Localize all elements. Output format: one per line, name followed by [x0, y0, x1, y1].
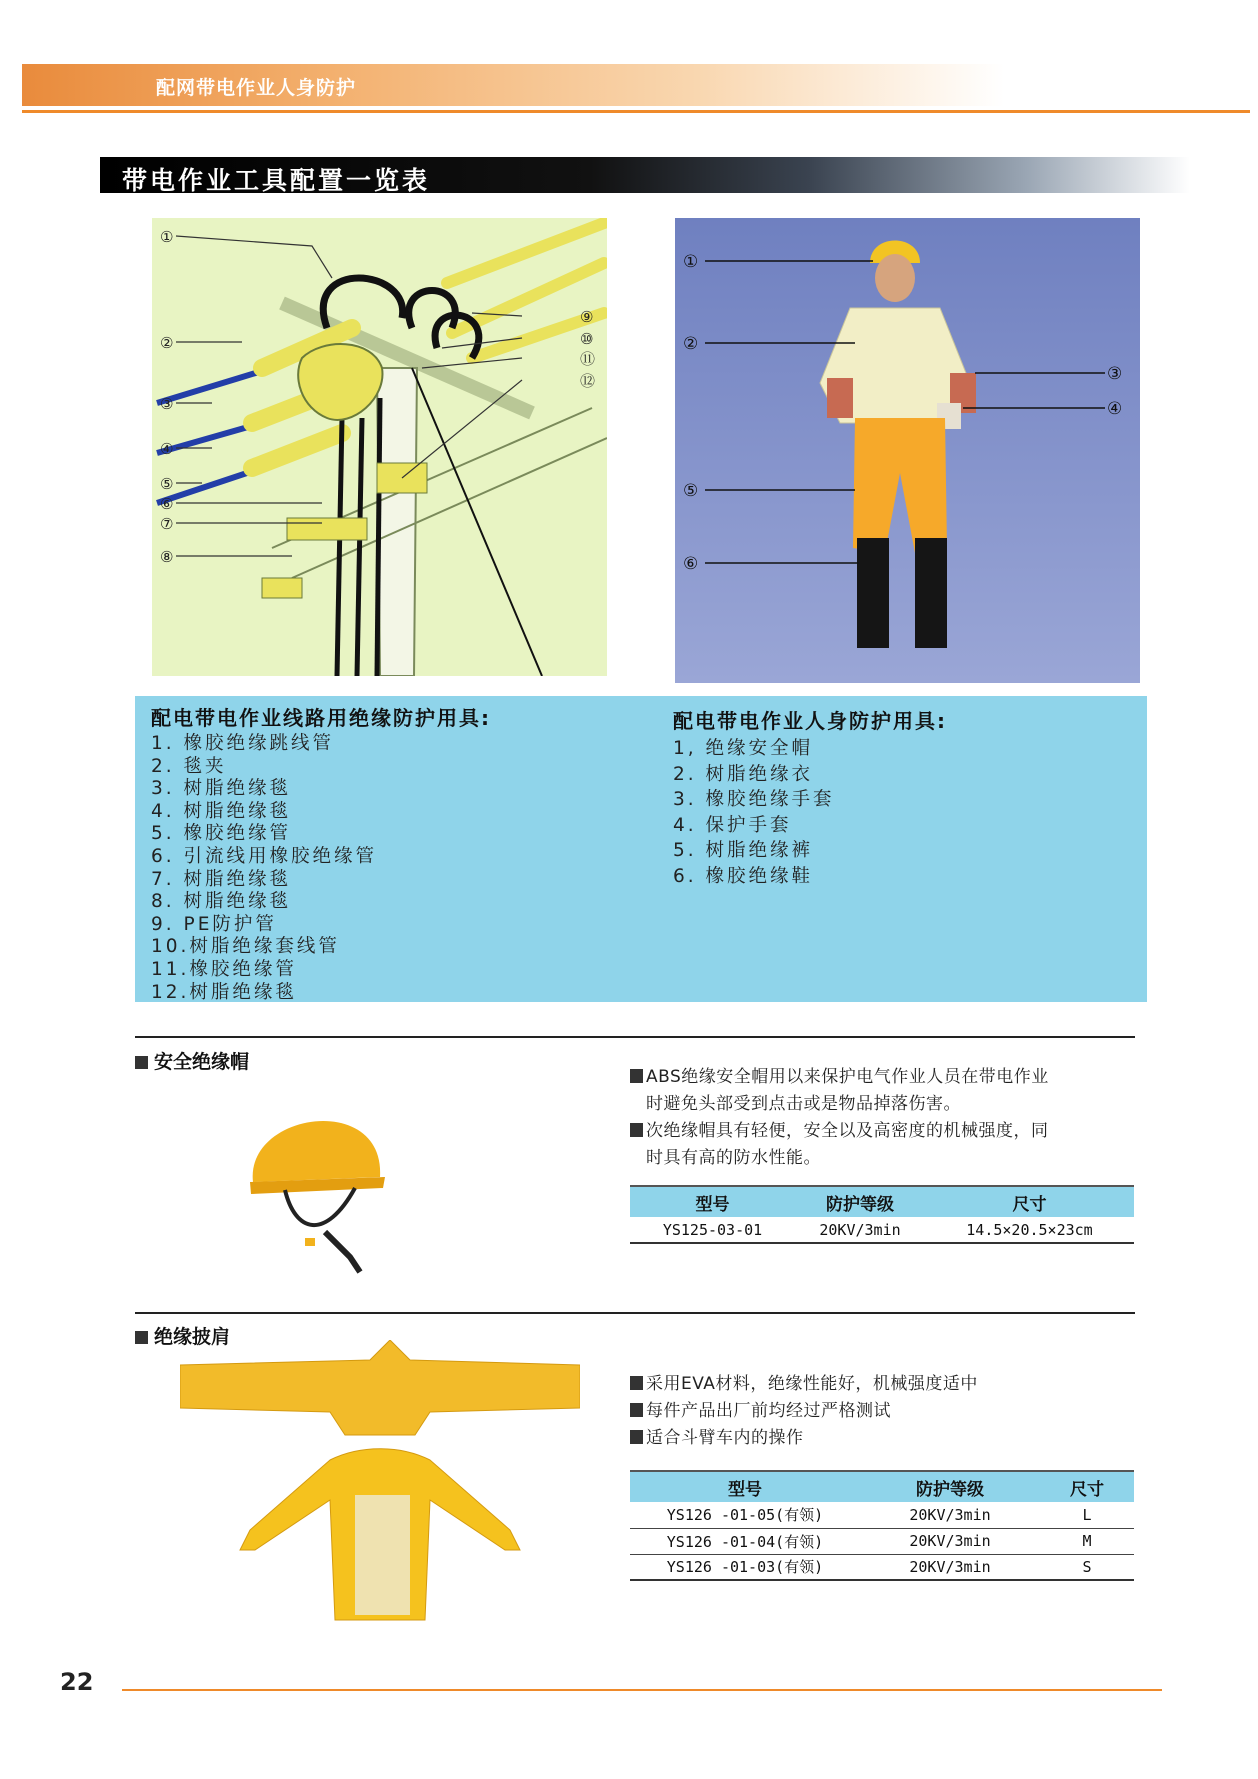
square-bullet-icon [630, 1403, 643, 1417]
list-item: 7. 树脂绝缘毯 [151, 868, 292, 890]
table-header: 尺寸 [925, 1186, 1134, 1217]
worker-photo [675, 218, 1140, 683]
shawl-desc-line: 适合斗臂车内的操作 [646, 1428, 804, 1448]
list-item: 4. 树脂绝缘毯 [151, 800, 292, 822]
list-item: 3. 橡胶绝缘手套 [673, 789, 835, 811]
table-header: 型号 [630, 1186, 795, 1217]
list-item: 12.树脂绝缘毯 [151, 981, 297, 1003]
helmet-desc-line: ABS绝缘安全帽用以来保护电气作业人员在带电作业 [646, 1067, 1049, 1087]
table-cell: 20KV/3min [795, 1217, 925, 1243]
list-item: 1. 橡胶绝缘跳线管 [151, 733, 335, 754]
helmet-spec-table [630, 1185, 1134, 1244]
table-cell: YS126 -01-04(有领) [630, 1528, 860, 1554]
list-item: 10.树脂绝缘套线管 [151, 936, 340, 958]
callout: ① [160, 228, 174, 246]
shawl-desc-line: 每件产品出厂前均经过严格测试 [646, 1401, 891, 1421]
list-item: 3. 树脂绝缘毯 [151, 778, 292, 800]
square-bullet-icon [630, 1430, 643, 1444]
callout: ⑤ [160, 475, 174, 493]
callout: ① [683, 252, 699, 272]
square-bullet-icon [630, 1069, 643, 1083]
body-equipment-title: 配电带电作业人身防护用具: [673, 709, 947, 733]
line-equipment-list [151, 702, 491, 1004]
line-equipment-title: 配电带电作业线路用绝缘防护用具: [151, 706, 491, 730]
helmet-title: 安全绝缘帽 [154, 1051, 250, 1073]
list-item: 11.橡胶绝缘管 [151, 958, 297, 980]
callout: ⑥ [160, 495, 174, 513]
table-cell: 20KV/3min [860, 1554, 1040, 1580]
table-cell: M [1040, 1528, 1134, 1554]
shawl-description [630, 1371, 978, 1452]
table-header: 型号 [630, 1471, 860, 1502]
pole-diagram-illustration [152, 218, 607, 676]
helmet-description [630, 1064, 1049, 1172]
body-equipment-list [673, 705, 947, 890]
list-item: 6. 橡胶绝缘鞋 [673, 865, 814, 887]
list-item: 9. PE防护管 [151, 913, 277, 935]
list-item: 2. 树脂绝缘衣 [673, 763, 814, 785]
section-title-bar [100, 157, 1190, 193]
table-cell: 14.5×20.5×23cm [925, 1217, 1134, 1243]
callout: ⑫ [580, 372, 596, 390]
table-cell: L [1040, 1502, 1134, 1528]
page-number: 22 [60, 1668, 94, 1696]
worker-illustration [675, 218, 1140, 683]
callout: ⑧ [160, 548, 174, 566]
table-header: 防护等级 [860, 1471, 1040, 1502]
helmet-image [245, 1082, 395, 1282]
equipment-list-box [135, 696, 1147, 1002]
square-bullet-icon [135, 1056, 148, 1069]
list-item: 5. 橡胶绝缘管 [151, 823, 292, 845]
callout: ② [683, 334, 699, 354]
callout: ⑥ [683, 554, 699, 574]
callout: ⑨ [580, 308, 594, 326]
header-band [22, 64, 1250, 106]
callout: ③ [1107, 364, 1123, 384]
table-cell: YS126 -01-05(有领) [630, 1502, 860, 1528]
table-row [630, 1502, 1134, 1528]
list-item: 2. 毯夹 [151, 755, 227, 777]
list-item: 4. 保护手套 [673, 814, 792, 836]
table-cell: 20KV/3min [860, 1528, 1040, 1554]
helmet-desc-line: 时避免头部受到点击或是物品掉落伤害。 [646, 1094, 961, 1114]
helmet-desc-line: 时具有高的防水性能。 [646, 1148, 821, 1168]
square-bullet-icon [135, 1331, 148, 1344]
helmet-section-rule [135, 1036, 1135, 1038]
shawl-title: 绝缘披肩 [154, 1326, 231, 1348]
callout: ⑩ [580, 330, 594, 348]
table-row [630, 1528, 1134, 1554]
list-item: 5. 树脂绝缘裤 [673, 840, 814, 862]
callout: ④ [160, 440, 174, 458]
callout: ⑪ [580, 350, 596, 368]
square-bullet-icon [630, 1123, 643, 1137]
shawl-desc-line: 采用EVA材料，绝缘性能好，机械强度适中 [646, 1374, 978, 1394]
table-cell: YS126 -01-03(有领) [630, 1554, 860, 1580]
header-title: 配网带电作业人身防护 [156, 77, 357, 99]
table-header: 尺寸 [1040, 1471, 1134, 1502]
list-item: 8. 树脂绝缘毯 [151, 891, 292, 913]
header-rule [22, 110, 1250, 113]
callout: ④ [1107, 399, 1123, 419]
shawl-image [180, 1340, 580, 1630]
table-cell: S [1040, 1554, 1134, 1580]
table-cell: 20KV/3min [860, 1502, 1040, 1528]
shawl-spec-table [630, 1470, 1134, 1581]
helmet-heading [135, 1047, 249, 1074]
list-item: 6. 引流线用橡胶绝缘管 [151, 845, 378, 867]
callout: ⑤ [683, 481, 699, 501]
shawl-section-rule [135, 1312, 1135, 1314]
callout: ⑦ [160, 515, 174, 533]
footer-rule [122, 1689, 1162, 1691]
callout: ③ [160, 395, 174, 413]
table-row [630, 1217, 1134, 1243]
callout: ② [160, 334, 174, 352]
square-bullet-icon [630, 1376, 643, 1390]
table-header: 防护等级 [795, 1186, 925, 1217]
pole-diagram [152, 218, 607, 676]
table-cell: YS125-03-01 [630, 1217, 795, 1243]
table-row [630, 1554, 1134, 1580]
section-title: 带电作业工具配置一览表 [122, 166, 431, 195]
list-item: 1, 绝缘安全帽 [673, 738, 814, 759]
helmet-desc-line: 次绝缘帽具有轻便，安全以及高密度的机械强度，同 [646, 1121, 1049, 1141]
